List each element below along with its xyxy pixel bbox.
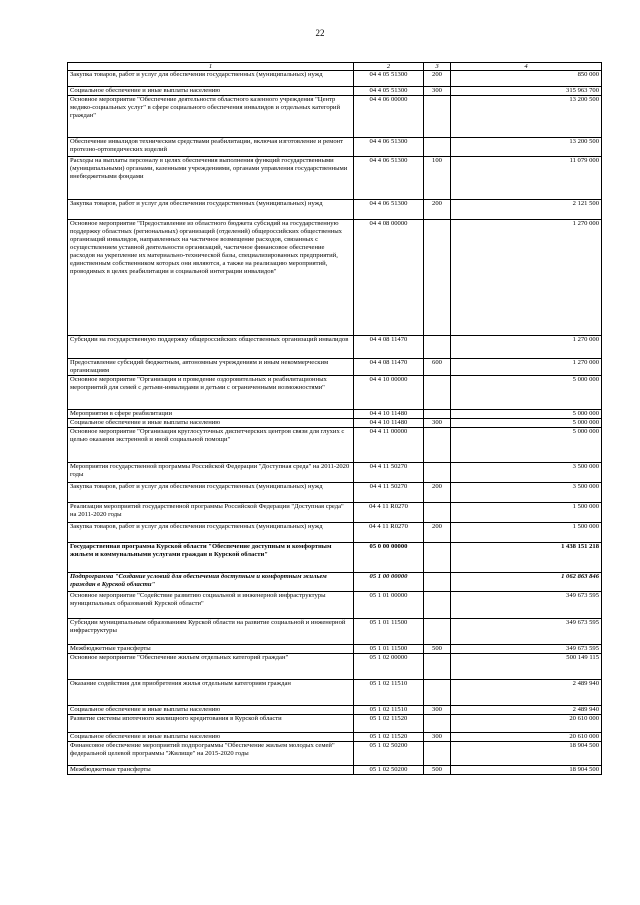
row-type-cell <box>424 220 451 336</box>
row-code-cell: 05 1 01 11500 <box>354 619 424 645</box>
row-code-cell: 04 4 06 51300 <box>354 138 424 157</box>
table-row <box>68 543 602 573</box>
row-name-cell: Развитие системы ипотечного жилищного кредитования в Курской области <box>68 715 354 733</box>
row-amount-cell: 18 904 500 <box>451 766 602 775</box>
row-type-cell: 500 <box>424 645 451 654</box>
row-amount-cell: 5 000 000 <box>451 376 602 410</box>
table-row <box>68 410 602 419</box>
table-row <box>68 483 602 503</box>
row-type-cell <box>424 336 451 359</box>
table-row <box>68 573 602 592</box>
row-name-cell: Основное мероприятие "Предоставление из областного бюджета субсидий на государственную поддержку областных (региональных) организаций (отделений) общероссийских общественных организаций инвалидов, направленных на частичное возмещение расходов, связанных с осуществлением уставной деятельности организаций, частичное финансовое обеспечение расходов на укрепление их материально-технической базы, специализированных предприятий, единственным собственником которых они являются, а также на реализацию мероприятий, проводимых в целях реабилитации и социальной интеграции инвалидов" <box>68 220 354 336</box>
table-row <box>68 733 602 742</box>
table-row <box>68 645 602 654</box>
row-type-cell <box>424 573 451 592</box>
row-amount-cell: 13 200 500 <box>451 138 602 157</box>
row-amount-cell: 20 610 000 <box>451 715 602 733</box>
row-code-cell: 04 4 06 00000 <box>354 96 424 138</box>
row-amount-cell: 11 079 000 <box>451 157 602 200</box>
row-amount-cell: 1 500 000 <box>451 503 602 523</box>
row-name-cell: Закупка товаров, работ и услуг для обеспечения государственных (муниципальных) нужд <box>68 71 354 87</box>
row-amount-cell: 1 270 000 <box>451 359 602 376</box>
row-code-cell: 04 4 10 00000 <box>354 376 424 410</box>
row-name-cell: Основное мероприятие "Обеспечение жильем отдельных категорий граждан" <box>68 654 354 680</box>
row-type-cell <box>424 96 451 138</box>
row-type-cell: 200 <box>424 71 451 87</box>
row-type-cell <box>424 410 451 419</box>
row-type-cell <box>424 742 451 766</box>
row-amount-cell: 349 673 595 <box>451 645 602 654</box>
row-code-cell: 05 1 02 50200 <box>354 742 424 766</box>
row-type-cell <box>424 654 451 680</box>
row-type-cell <box>424 428 451 463</box>
row-name-cell: Социальное обеспечение и иные выплаты населению <box>68 87 354 96</box>
row-amount-cell: 315 963 700 <box>451 87 602 96</box>
row-name-cell: Государственная программа Курской области "Обеспечение доступным и комфортным жильем и коммунальными услугами граждан в Курской области" <box>68 543 354 573</box>
row-code-cell: 04 4 05 51300 <box>354 87 424 96</box>
row-name-cell: Социальное обеспечение и иные выплаты населению <box>68 733 354 742</box>
row-name-cell: Предоставление субсидий бюджетным, автономным учреждениям и иным некоммерческим организациям <box>68 359 354 376</box>
row-amount-cell: 2 489 940 <box>451 706 602 715</box>
row-amount-cell: 3 500 000 <box>451 483 602 503</box>
row-amount-cell: 1 270 000 <box>451 220 602 336</box>
table-row <box>68 706 602 715</box>
table-row <box>68 654 602 680</box>
row-name-cell: Социальное обеспечение и иные выплаты населению <box>68 706 354 715</box>
table-row <box>68 336 602 359</box>
table-row <box>68 428 602 463</box>
budget-table-body <box>68 63 602 775</box>
row-name-cell: Основное мероприятие "Обеспечение деятельности областного казенного учреждения "Центр медико-социальных услуг" в сфере социального обеспечения инвалидов и отдельных категорий граждан" <box>68 96 354 138</box>
row-name-cell: Закупка товаров, работ и услуг для обеспечения государственных (муниципальных) нужд <box>68 523 354 543</box>
table-row <box>68 463 602 483</box>
row-code-cell: 04 4 11 50270 <box>354 483 424 503</box>
row-amount-cell: 20 610 000 <box>451 733 602 742</box>
header-cell-type: 3 <box>424 63 451 71</box>
header-cell-code: 2 <box>354 63 424 71</box>
row-amount-cell: 2 489 940 <box>451 680 602 706</box>
row-code-cell: 04 4 08 00000 <box>354 220 424 336</box>
header-cell-amount: 4 <box>451 63 602 71</box>
table-row <box>68 376 602 410</box>
row-type-cell: 500 <box>424 766 451 775</box>
row-name-cell: Закупка товаров, работ и услуг для обеспечения государственных (муниципальных) нужд <box>68 200 354 220</box>
row-amount-cell: 1 270 000 <box>451 336 602 359</box>
row-name-cell: Субсидии на государственную поддержку общероссийских общественных организаций инвалидов <box>68 336 354 359</box>
table-row <box>68 96 602 138</box>
table-row <box>68 742 602 766</box>
budget-table <box>67 62 602 775</box>
row-code-cell: 05 1 02 50200 <box>354 766 424 775</box>
row-name-cell: Оказание содействия для приобретения жилья отдельным категориям граждан <box>68 680 354 706</box>
table-row <box>68 359 602 376</box>
row-code-cell: 05 1 00 00000 <box>354 573 424 592</box>
table-row <box>68 503 602 523</box>
row-type-cell <box>424 463 451 483</box>
row-type-cell: 200 <box>424 200 451 220</box>
table-row <box>68 715 602 733</box>
row-code-cell: 05 0 00 00000 <box>354 543 424 573</box>
table-row <box>68 619 602 645</box>
table-row <box>68 523 602 543</box>
table-row <box>68 766 602 775</box>
row-type-cell <box>424 715 451 733</box>
row-amount-cell: 349 673 595 <box>451 592 602 619</box>
row-type-cell <box>424 543 451 573</box>
row-amount-cell: 5 000 000 <box>451 419 602 428</box>
row-type-cell <box>424 138 451 157</box>
row-type-cell: 100 <box>424 157 451 200</box>
row-code-cell: 04 4 10 11480 <box>354 419 424 428</box>
row-code-cell: 04 4 11 50270 <box>354 463 424 483</box>
row-type-cell: 200 <box>424 523 451 543</box>
row-name-cell: Подпрограмма "Создание условий для обеспечения доступным и комфортным жильем граждан в Курской области" <box>68 573 354 592</box>
row-code-cell: 05 1 02 11520 <box>354 733 424 742</box>
table-row <box>68 138 602 157</box>
row-amount-cell: 3 500 000 <box>451 463 602 483</box>
row-amount-cell: 850 000 <box>451 71 602 87</box>
row-name-cell: Межбюджетные трансферты <box>68 766 354 775</box>
row-code-cell: 04 4 11 R0270 <box>354 503 424 523</box>
row-name-cell: Мероприятия в сфере реабилитации <box>68 410 354 419</box>
row-name-cell: Расходы на выплаты персоналу в целях обеспечения выполнения функций государственными (муниципальными) органами, казенными учреждениями, органами управления государственными внебюджетными фондами <box>68 157 354 200</box>
page-number: 22 <box>315 28 325 38</box>
row-name-cell: Основное мероприятие "Организация и проведение оздоровительных и реабилитационных мероприятий для семей с детьми-инвалидами и детьми с ограниченными возможностями" <box>68 376 354 410</box>
row-code-cell: 04 4 11 00000 <box>354 428 424 463</box>
row-code-cell: 05 1 02 11520 <box>354 715 424 733</box>
row-type-cell <box>424 592 451 619</box>
row-amount-cell: 500 149 115 <box>451 654 602 680</box>
row-name-cell: Основное мероприятие "Содействие развитию социальной и инженерной инфраструктуры муниципальных образований Курской области" <box>68 592 354 619</box>
table-row <box>68 157 602 200</box>
row-type-cell <box>424 680 451 706</box>
row-amount-cell: 5 000 000 <box>451 428 602 463</box>
row-code-cell: 04 4 11 R0270 <box>354 523 424 543</box>
row-code-cell: 05 1 01 00000 <box>354 592 424 619</box>
row-amount-cell: 18 904 500 <box>451 742 602 766</box>
row-amount-cell: 1 438 151 218 <box>451 543 602 573</box>
row-amount-cell: 2 121 500 <box>451 200 602 220</box>
row-name-cell: Реализация мероприятий государственной программы Российской Федерации "Доступная среда" на 2011-2020 годы <box>68 503 354 523</box>
row-code-cell: 05 1 02 00000 <box>354 654 424 680</box>
row-type-cell <box>424 619 451 645</box>
row-type-cell: 300 <box>424 733 451 742</box>
row-type-cell <box>424 503 451 523</box>
table-header-row <box>68 63 602 71</box>
row-amount-cell: 13 200 500 <box>451 96 602 138</box>
row-code-cell: 04 4 10 11480 <box>354 410 424 419</box>
row-type-cell: 600 <box>424 359 451 376</box>
row-code-cell: 04 4 05 51300 <box>354 71 424 87</box>
table-row <box>68 680 602 706</box>
row-code-cell: 04 4 08 11470 <box>354 359 424 376</box>
table-row <box>68 220 602 336</box>
row-type-cell: 300 <box>424 706 451 715</box>
row-name-cell: Закупка товаров, работ и услуг для обеспечения государственных (муниципальных) нужд <box>68 483 354 503</box>
header-cell-name: 1 <box>68 63 354 71</box>
row-code-cell: 04 4 08 11470 <box>354 336 424 359</box>
row-type-cell: 200 <box>424 483 451 503</box>
row-name-cell: Межбюджетные трансферты <box>68 645 354 654</box>
table-row <box>68 592 602 619</box>
row-type-cell <box>424 376 451 410</box>
row-type-cell: 300 <box>424 87 451 96</box>
row-name-cell: Социальное обеспечение и иные выплаты населению <box>68 419 354 428</box>
row-code-cell: 05 1 02 11510 <box>354 680 424 706</box>
row-amount-cell: 1 500 000 <box>451 523 602 543</box>
row-amount-cell: 349 673 595 <box>451 619 602 645</box>
table-row <box>68 87 602 96</box>
row-code-cell: 04 4 06 51300 <box>354 157 424 200</box>
row-name-cell: Основное мероприятие "Организация круглосуточных диспетчерских центров связи для глухих с целью оказания экстренной и иной социальной помощи" <box>68 428 354 463</box>
row-name-cell: Мероприятия государственной программы Российской Федерации "Доступная среда" на 2011-2020 годы <box>68 463 354 483</box>
table-row <box>68 71 602 87</box>
row-amount-cell: 1 062 863 846 <box>451 573 602 592</box>
row-amount-cell: 5 000 000 <box>451 410 602 419</box>
row-code-cell: 05 1 01 11500 <box>354 645 424 654</box>
row-code-cell: 04 4 06 51300 <box>354 200 424 220</box>
row-name-cell: Обеспечение инвалидов техническим средствами реабилитации, включая изготовление и ремонт протезно-ортопедических изделий <box>68 138 354 157</box>
row-code-cell: 05 1 02 11510 <box>354 706 424 715</box>
table-row <box>68 419 602 428</box>
row-name-cell: Субсидии муниципальным образованиям Курской области на развитие социальной и инженерной инфраструктуры <box>68 619 354 645</box>
row-type-cell: 300 <box>424 419 451 428</box>
table-row <box>68 200 602 220</box>
row-name-cell: Финансовое обеспечение мероприятий подпрограммы "Обеспечение жильем молодых семей" федеральной целевой программы "Жилище" на 2015-2020 годы <box>68 742 354 766</box>
